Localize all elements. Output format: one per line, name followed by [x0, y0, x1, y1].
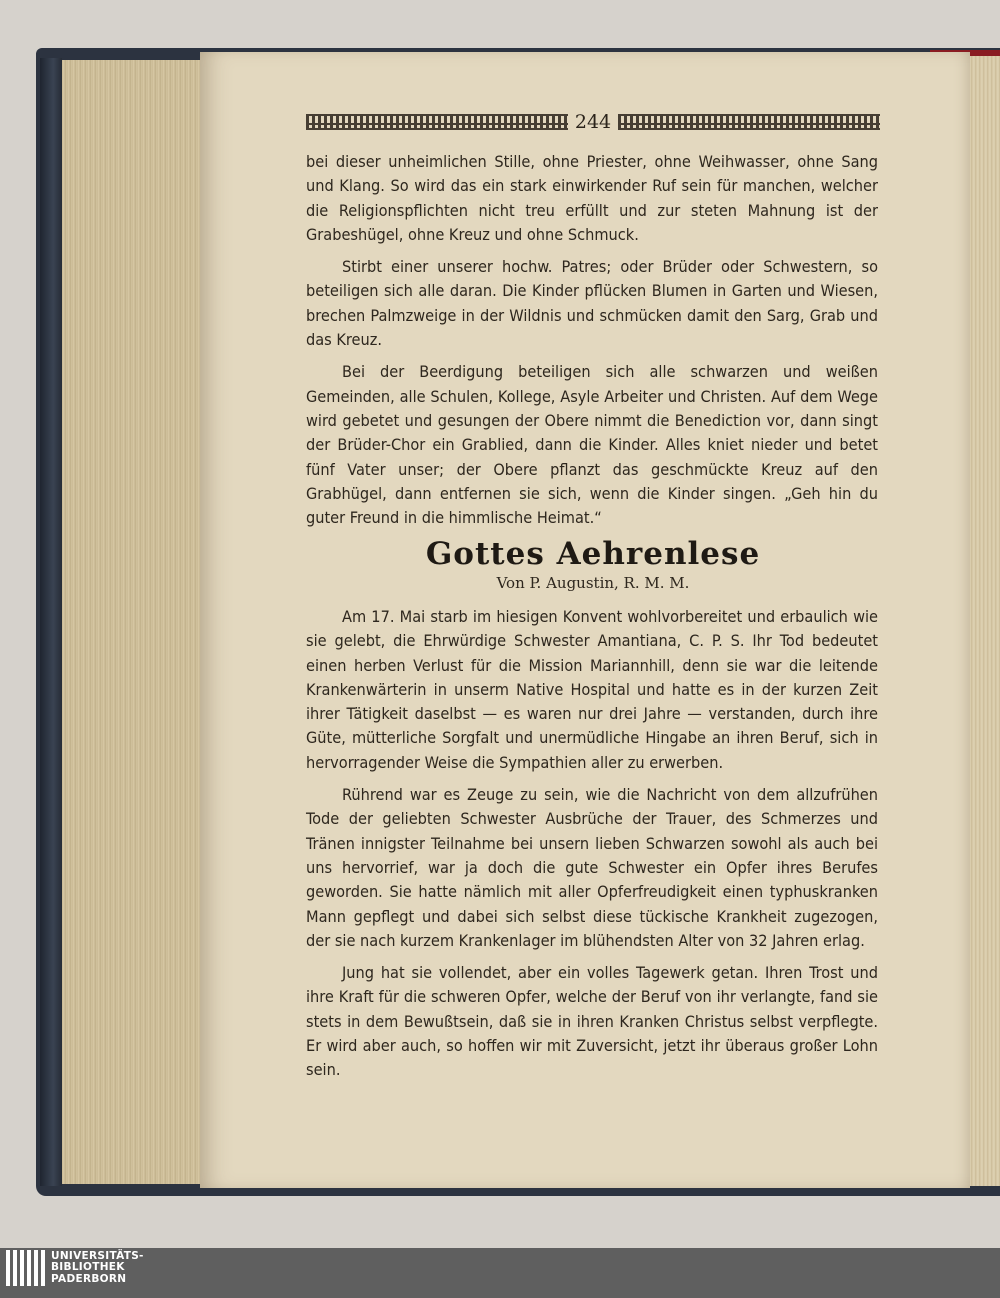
text-block-upper [306, 150, 878, 530]
logo-line: UNIVERSITÄTS- [51, 1249, 144, 1262]
logo-bars-icon [6, 1250, 45, 1286]
paragraph: bei dieser unheimlichen Stille, ohne Priester, ohne Weihwasser, ohne Sang und Klang. So wird das ein stark einwirkender Ruf sein für manchen, welcher die Religionspflichten nicht treu erfüllt und zur steten Mahnung ist der Grabeshügel, ohne Kreuz und ohne Schmuck. [306, 152, 878, 244]
paragraph: Jung hat sie vollendet, aber ein volles Tagewerk getan. Ihren Trost und ihre Kraft für die schweren Opfer, welche der Beruf von ihr verlangte, fand sie stets in dem Bewußtsein, daß sie in ihren Kranken Christus selbst verpflegte. Er wird aber auch, so hoffen wir mit Zuversicht, jetzt ihr überaus großer Lohn sein. [306, 963, 878, 1080]
page-header [306, 110, 880, 134]
ornament-left [306, 114, 568, 130]
library-logo[interactable] [6, 1250, 144, 1286]
ornament-right [618, 114, 880, 130]
paragraph: Am 17. Mai starb im hiesigen Konvent wohlvorbereitet und erbaulich wie sie gelebt, die Ehrwürdige Schwester Amantiana, C. P. S. Ihr Tod bedeutet einen herben Verlust für die Mission Mariannhill, denn sie war die leitende Krankenwärterin in unserm Native Hospital und hatte es in der kurzen Zeit ihrer Tätigkeit daselbst — es waren nur drei Jahre — verstanden, durch ihre Güte, mütterliche Sorgfalt und unermüdliche Hingabe an ihren Beruf, sich in hervorragender Weise die Sympathien aller zu erwerben. [306, 607, 878, 772]
logo-line: BIBLIOTHEK [51, 1261, 125, 1274]
paragraph: Bei der Beerdigung beteiligen sich alle schwarzen und weißen Gemeinden, alle Schulen, Kollege, Asyle Arbeiter und Christen. Auf dem Wege wird gebetet und gesungen der Obere nimmt die Benediction vor, dann singt der Brüder-Chor ein Grablied, dann die Kinder. Alles kniet nieder und betet fünf Vater unser; der Obere pflanzt das geschmückte Kreuz auf den Grabhügel, dann entfernen sie sich, wenn die Kinder singen. „Geh hin du guter Freund in die himmlische Heimat.“ [306, 362, 878, 528]
text-block-article [306, 605, 878, 1083]
page-number: 244 [574, 111, 612, 133]
left-page-stack [62, 60, 202, 1184]
right-page-stack [968, 56, 1000, 1186]
paragraph: Stirbt einer unserer hochw. Patres; oder Brüder oder Schwestern, so beteiligen sich alle daran. Die Kinder pflücken Blumen in Garten und Wiesen, brechen Palmzweige in der Wildnis und schmücken damit den Sarg, Grab und das Kreuz. [306, 257, 878, 350]
logo-line: PADERBORN [51, 1272, 127, 1285]
footer-bar [0, 1248, 1000, 1298]
paragraph: Rührend war es Zeuge zu sein, wie die Nachricht von dem allzufrühen Tode der geliebten Schwester Ausbrüche der Trauer, des Schmerzes und Tränen innigster Teilnahme bei unsern lieben Schwarzen sowohl als auch bei uns hervorrief, war ja doch die gute Schwester ein Opfer ihres Berufes geworden. Sie hatte nämlich mit aller Opferfreudigkeit einen typhuskranken Mann gepflegt und dabei sich selbst diese tückische Krankheit zugezogen, der sie nach kurzem Krankenlager im blühendsten Alter von 32 Jahren erlag. [306, 785, 878, 950]
article-heading: Gottes Aehrenlese [425, 536, 761, 572]
logo-text [51, 1251, 144, 1286]
book-spine [40, 58, 62, 1186]
article-byline: Von P. Augustin, R. M. M. [496, 574, 690, 592]
